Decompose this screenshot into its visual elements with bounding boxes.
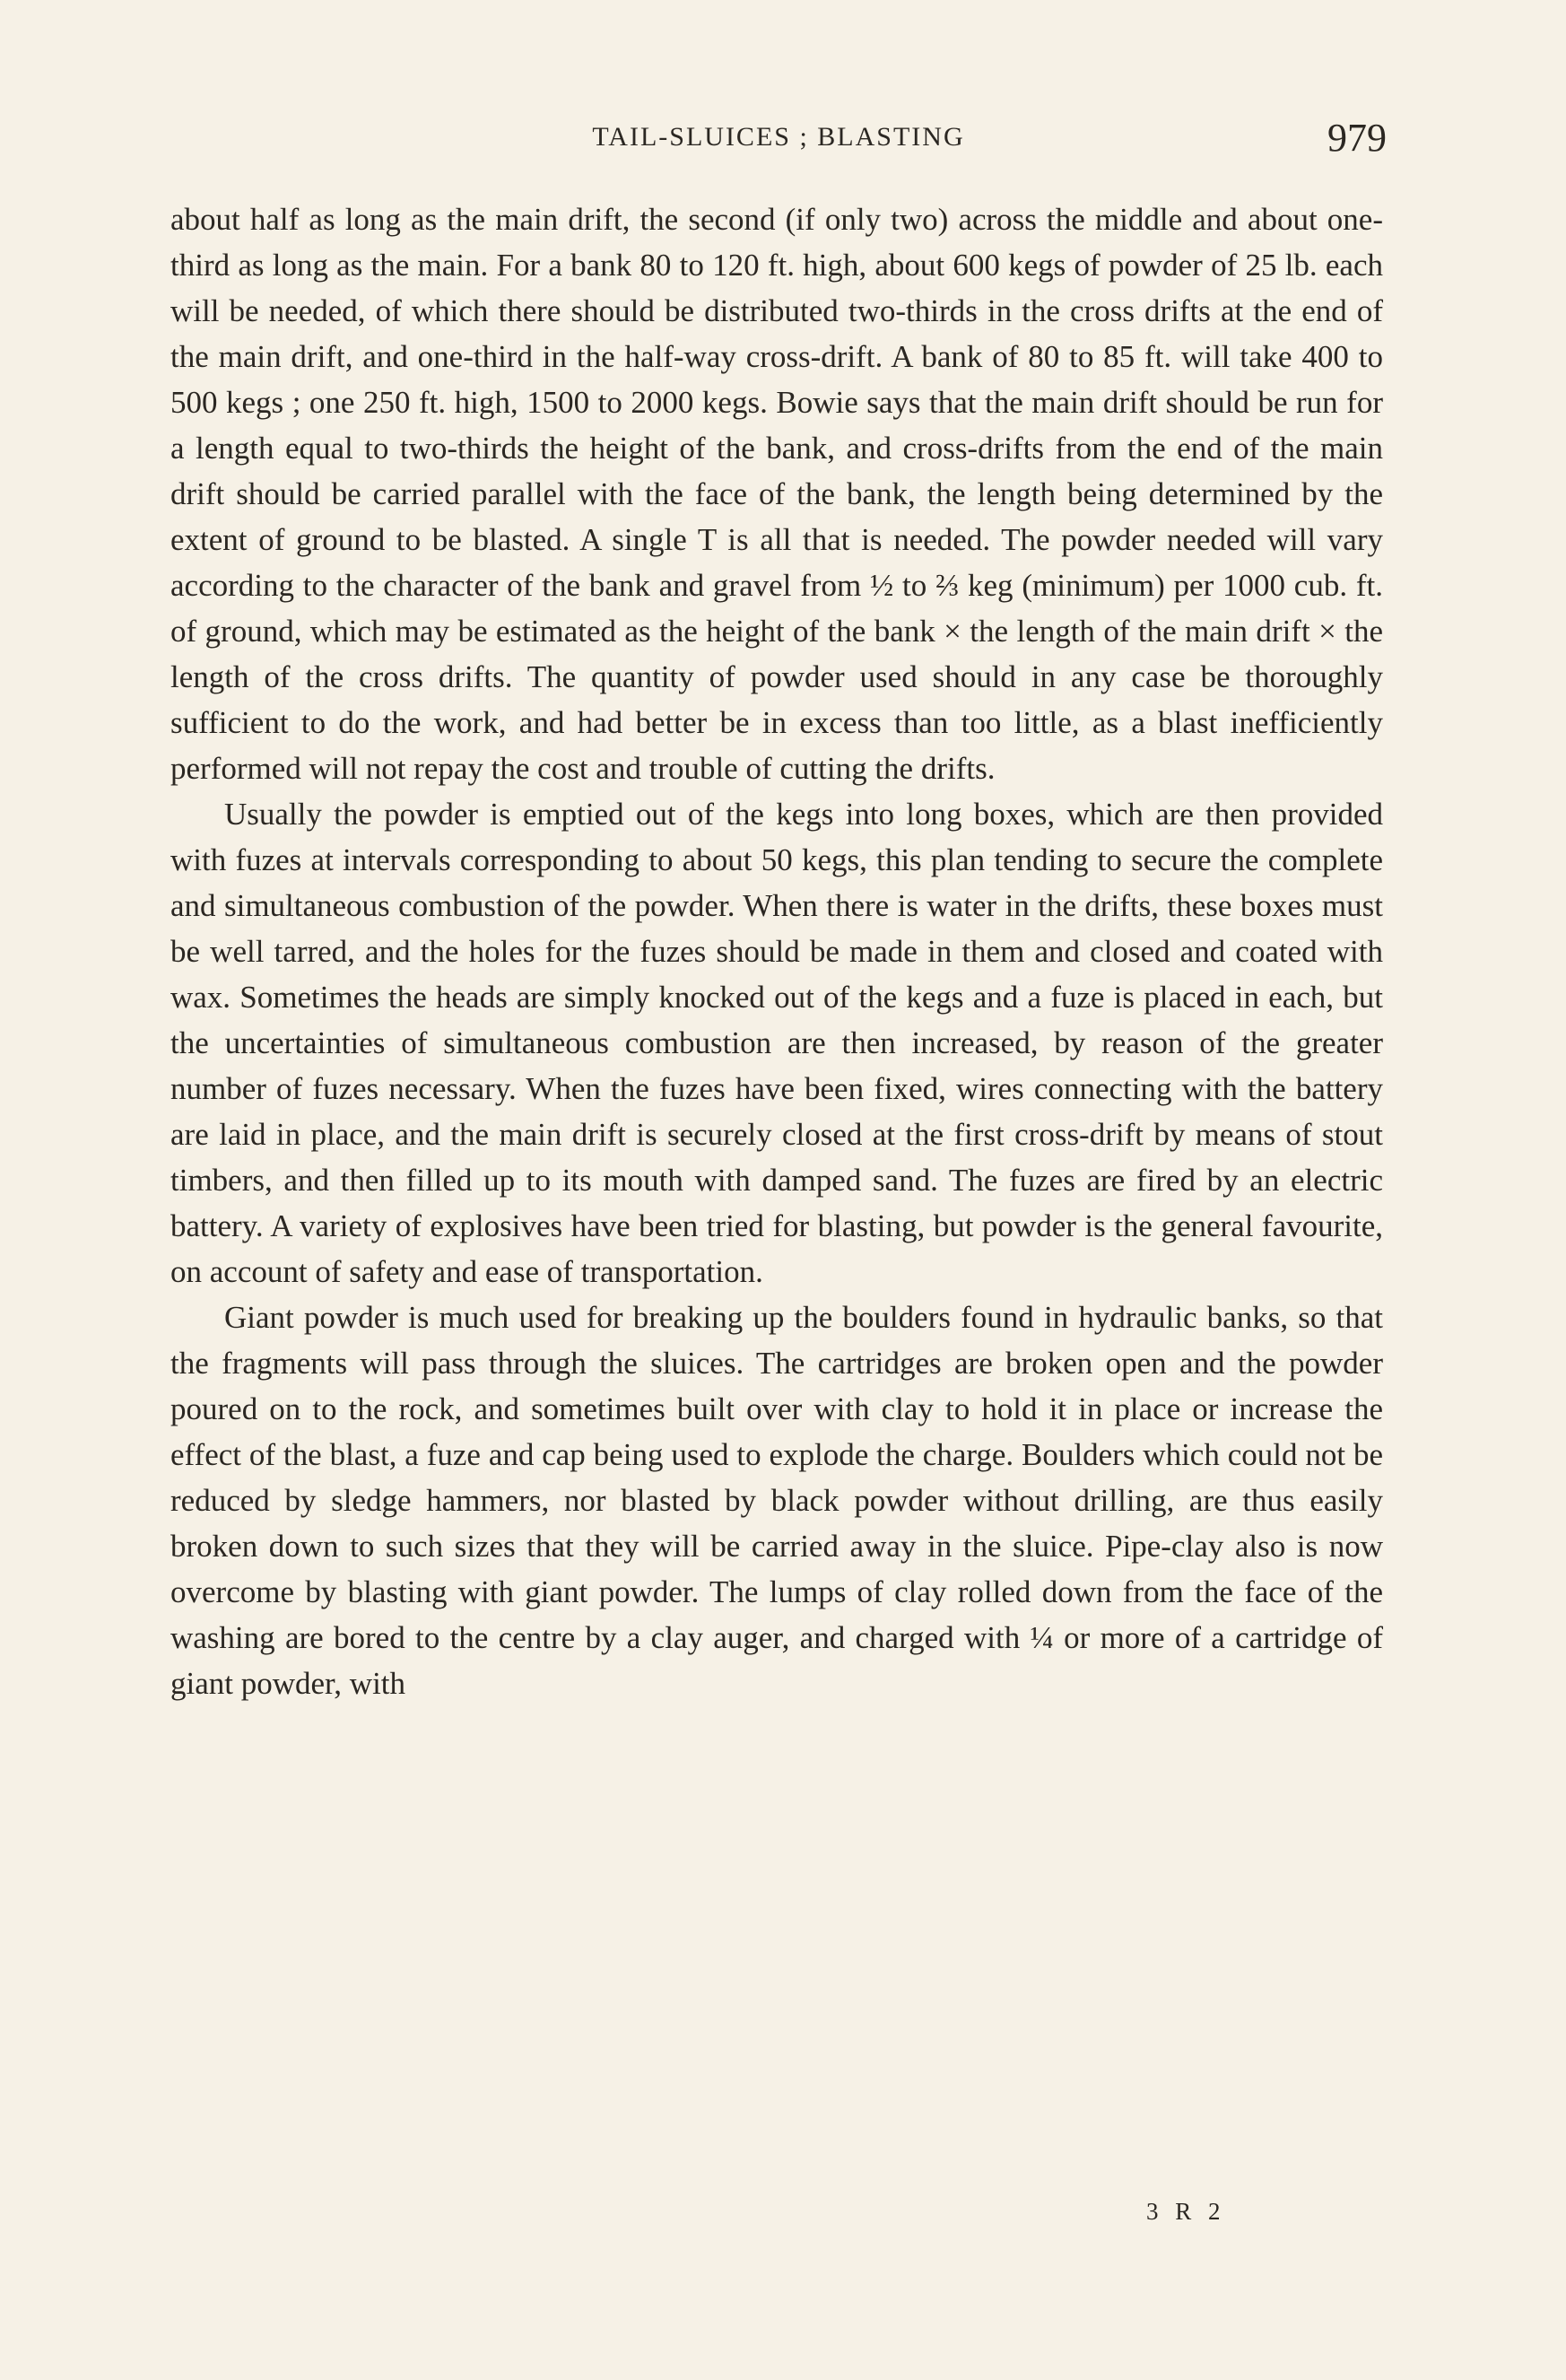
signature-mark: 3 R 2 [1146, 2198, 1226, 2225]
running-title: TAIL-SLUICES ; BLASTING [592, 122, 965, 152]
page-header [170, 115, 1387, 169]
paragraph-2: Usually the powder is emptied out of the kegs into long boxes, which are then provided with fuzes at intervals corresponding to about 50 kegs, this plan tending to secure the complete and simultaneous combustion of the powder. When there is water in the drifts, these boxes must be well tarred, and the holes for the fuzes should be made in them and closed and coated with wax. Sometimes the heads are simply knocked out of the kegs and a fuze is placed in each, but the uncertainties of simultaneous combustion are then increased, by reason of the greater number of fuzes necessary. When the fuzes have been fixed, wires connecting with the battery are laid in place, and the main drift is securely closed at the first cross-drift by means of stout timbers, and then filled up to its mouth with damped sand. The fuzes are fired by an electric battery. A variety of explosives have been tried for blasting, but powder is the general favourite, on account of safety and ease of transportation. [170, 797, 1383, 1289]
page-number: 979 [1327, 116, 1387, 160]
paragraph-3: Giant powder is much used for breaking up the boulders found in hydraulic banks, so that the fragments will pass through the sluices. The cartridges are broken open and the powder poured on to the rock, and sometimes built over with clay to hold it in place or increase the effect of the blast, a fuze and cap being used to explode the charge. Boulders which could not be reduced by sledge hammers, nor blasted by black powder without drilling, are thus easily broken down to such sizes that they will be carried away in the sluice. Pipe-clay also is now overcome by blasting with giant powder. The lumps of clay rolled down from the face of the washing are bored to the centre by a clay auger, and charged with ¼ or more of a cartridge of giant powder, with [170, 1300, 1383, 1701]
body-text [170, 196, 1383, 1706]
paragraph-1: about half as long as the main drift, the second (if only two) across the middle and about one-third as long as the main. For a bank 80 to 120 ft. high, about 600 kegs of powder of 25 lb. each will be needed, of which there should be distributed two-thirds in the cross drifts at the end of the main drift, and one-third in the half-way cross-drift. A bank of 80 to 85 ft. will take 400 to 500 kegs ; one 250 ft. high, 1500 to 2000 kegs. Bowie says that the main drift should be run for a length equal to two-thirds the height of the bank, and cross-drifts from the end of the main drift should be carried parallel with the face of the bank, the length being determined by the extent of ground to be blasted. A single T is all that is needed. The powder needed will vary according to the character of the bank and gravel from ½ to ⅔ keg (minimum) per 1000 cub. ft. of ground, which may be estimated as the height of the bank × the length of the main drift × the length of the cross drifts. The quantity of powder used should in any case be thoroughly sufficient to do the work, and had better be in excess than too little, as a blast inefficiently performed will not repay the cost and trouble of cutting the drifts. [170, 202, 1383, 786]
